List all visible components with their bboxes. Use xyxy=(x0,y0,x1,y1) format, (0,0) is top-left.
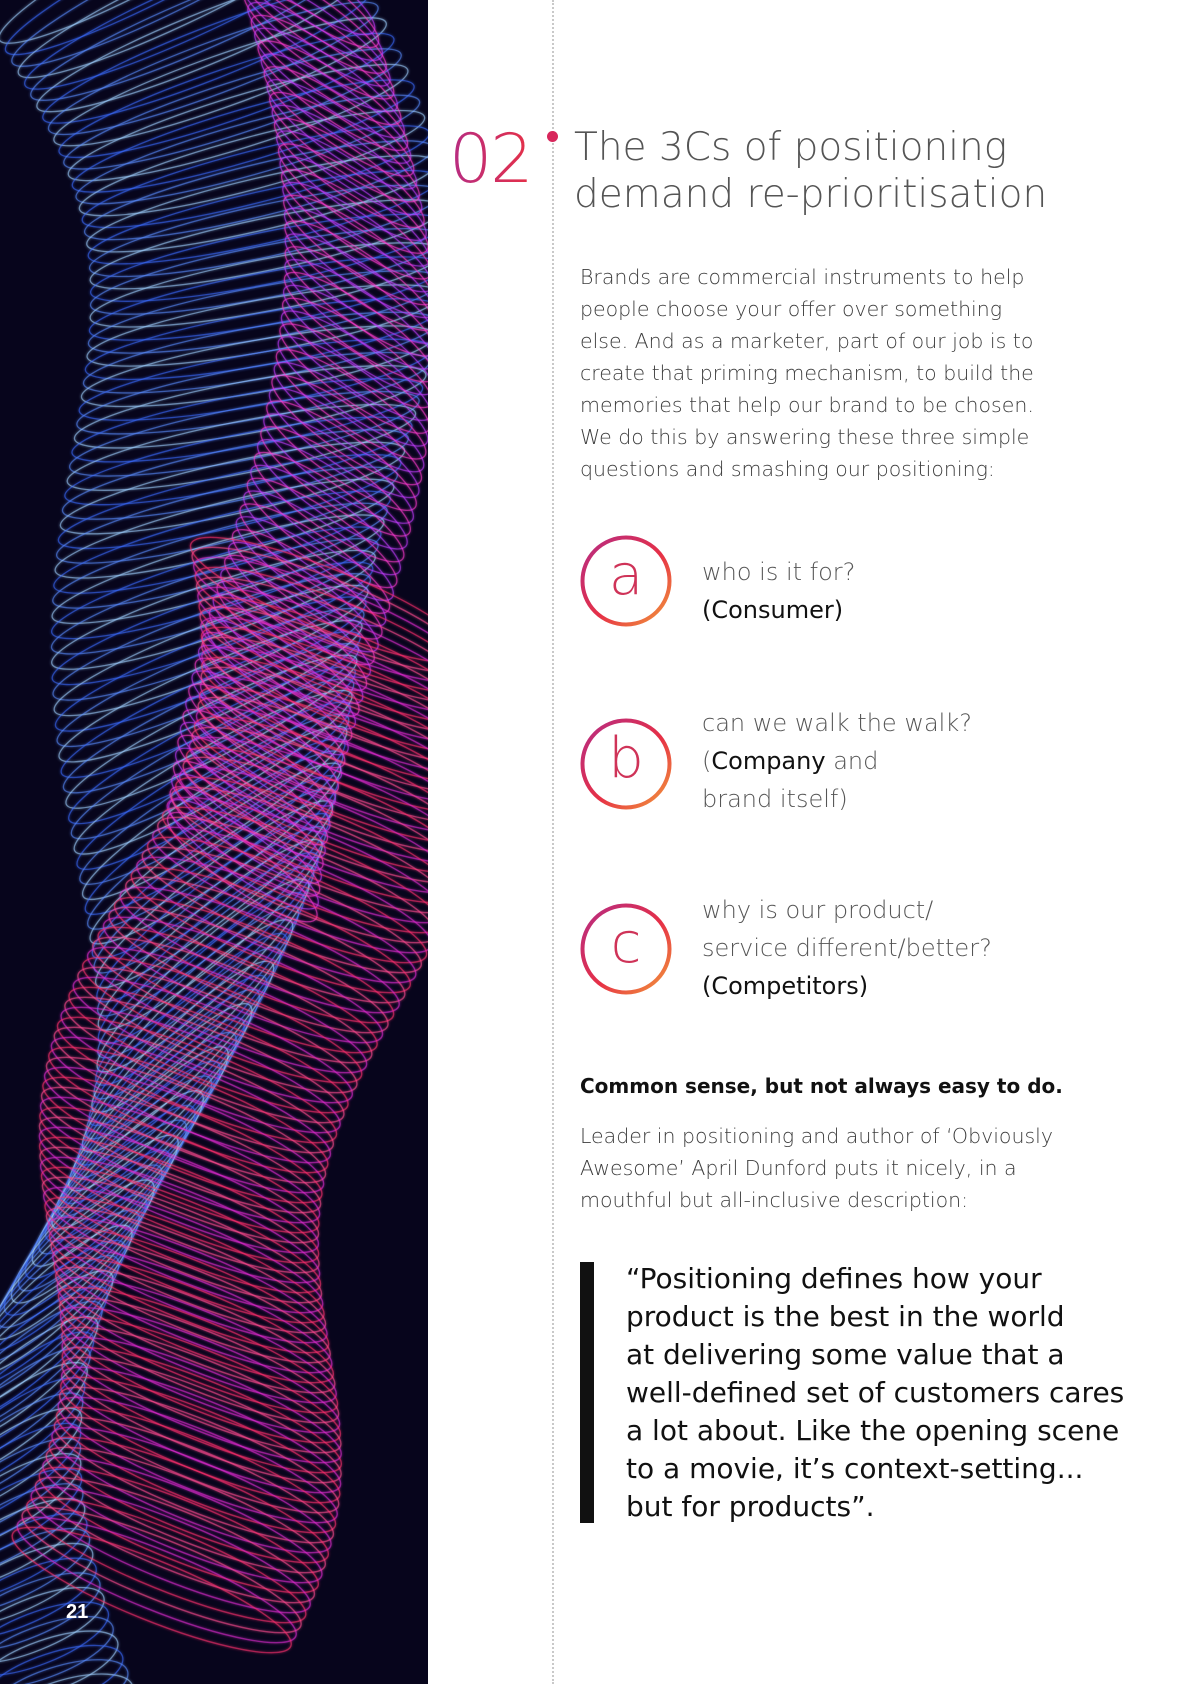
section-title xyxy=(574,124,1114,218)
vertical-divider xyxy=(552,0,554,1684)
quote-line: to a movie, it’s context-setting... xyxy=(626,1452,1084,1485)
light-trail xyxy=(34,1176,335,1344)
intro-line: else. And as a marketer, part of our job is to xyxy=(580,329,1034,353)
intro-line: memories that help our brand to be chosen. xyxy=(580,393,1034,417)
section-number: 02 xyxy=(449,120,532,199)
item-b-text xyxy=(702,704,1042,818)
light-trail xyxy=(0,1361,98,1511)
light-trail xyxy=(27,0,370,132)
item-a-line: who is it for? xyxy=(702,558,856,586)
item-letter-c: c xyxy=(610,911,642,976)
intro-line: create that priming mechanism, to build the xyxy=(580,361,1034,385)
light-trail xyxy=(82,916,383,1084)
body-paragraph xyxy=(580,1120,1053,1216)
quote-line: but for products”. xyxy=(626,1490,875,1523)
body-line: mouthful but all-inclusive description: xyxy=(580,1188,969,1212)
item-c-text xyxy=(702,891,1042,1005)
intro-paragraph xyxy=(580,261,1034,485)
light-trails-image xyxy=(0,0,428,1684)
light-trail xyxy=(14,0,351,109)
quote-line: product is the best in the world xyxy=(626,1300,1065,1333)
quote-bar xyxy=(580,1262,594,1523)
item-b-category: Company xyxy=(711,747,826,775)
intro-line: Brands are commercial instruments to help xyxy=(580,265,1025,289)
item-a-category: (Consumer) xyxy=(702,596,844,624)
intro-line: We do this by answering these three simple xyxy=(580,425,1030,449)
light-trail xyxy=(0,1345,101,1499)
body-line: Leader in positioning and author of ‘Obviously xyxy=(580,1124,1053,1148)
pull-quote xyxy=(626,1260,1166,1526)
item-b-line-3: brand itself) xyxy=(702,785,848,813)
item-letter-a: a xyxy=(608,543,644,608)
quote-line: at delivering some value that a xyxy=(626,1338,1065,1371)
quote-line: a lot about. Like the opening scene xyxy=(626,1414,1120,1447)
intro-line: questions and smashing our positioning: xyxy=(580,457,995,481)
item-b-line: can we walk the walk? xyxy=(702,709,972,737)
divider-dot xyxy=(547,131,558,142)
light-trail xyxy=(39,1206,340,1374)
item-b-and: and xyxy=(825,747,879,775)
intro-line: people choose your offer over something xyxy=(580,297,1003,321)
item-c-line: why is our product/ xyxy=(702,896,934,924)
item-c-category: (Competitors) xyxy=(702,972,869,1000)
section-title-line: The 3Cs of positioning xyxy=(574,125,1008,170)
quote-line: well-defined set of customers cares xyxy=(626,1376,1125,1409)
emphasis-text: Common sense, but not always easy to do. xyxy=(580,1074,1063,1098)
light-trail xyxy=(233,0,406,114)
paren-open: ( xyxy=(702,747,712,775)
light-trail xyxy=(45,1246,346,1414)
light-trail xyxy=(205,566,378,705)
item-c-line: service different/better? xyxy=(702,934,992,962)
item-a-text xyxy=(702,553,1042,629)
body-line: Awesome’ April Dunford puts it nicely, in a xyxy=(580,1156,1017,1180)
item-letter-b: b xyxy=(608,726,644,791)
light-trails-artwork xyxy=(0,0,428,1684)
quote-line: “Positioning defines how your xyxy=(626,1262,1042,1295)
light-trail xyxy=(49,461,400,596)
page-number: 21 xyxy=(66,1601,89,1623)
section-title-line: demand re-prioritisation xyxy=(574,172,1048,217)
item-b-line-2 xyxy=(702,742,1042,780)
